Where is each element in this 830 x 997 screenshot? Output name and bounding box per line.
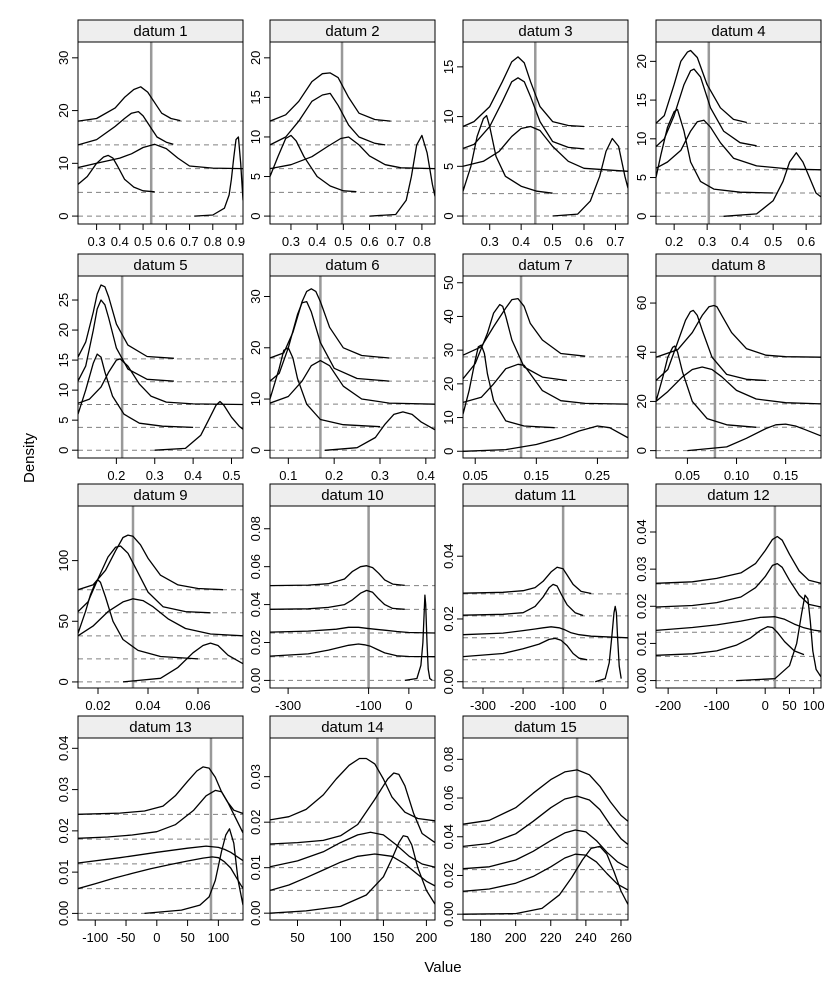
x-tick-label: 0.04 <box>135 698 161 713</box>
x-tick-label: 260 <box>610 930 632 945</box>
panel-title: datum 4 <box>711 23 766 40</box>
density-curve <box>78 144 243 168</box>
density-curve <box>463 345 555 428</box>
density-curve <box>270 773 435 844</box>
density-curve <box>656 310 766 380</box>
x-tick-label: 0.2 <box>107 468 126 483</box>
density-curve <box>123 643 243 682</box>
density-curve <box>724 153 821 217</box>
x-tick-label: -300 <box>275 698 302 713</box>
y-tick-label: 10 <box>441 109 456 124</box>
density-curve <box>78 354 193 427</box>
panel-border <box>78 738 243 920</box>
density-curve <box>270 566 405 586</box>
panel-title: datum 11 <box>514 487 577 504</box>
density-curve <box>656 564 821 607</box>
plot-area <box>656 276 821 458</box>
density-curve <box>656 306 821 358</box>
density-curve <box>463 57 584 127</box>
plot-area <box>270 506 435 688</box>
x-tick-label: 0.3 <box>370 468 390 483</box>
density-curve <box>270 137 435 169</box>
density-curve <box>463 584 583 615</box>
x-tick-label: 0.4 <box>110 234 129 249</box>
x-tick-label: -200 <box>510 698 537 713</box>
x-tick-label: 0.05 <box>674 468 701 483</box>
panel-title: datum 15 <box>514 719 577 736</box>
density-curve <box>463 364 628 404</box>
y-tick-label: 20 <box>56 322 71 338</box>
y-tick-label: 20 <box>441 376 456 392</box>
y-tick-label: 30 <box>248 289 263 304</box>
density-curve <box>656 537 821 584</box>
panel <box>56 254 243 483</box>
y-tick-label: 40 <box>634 345 649 360</box>
y-tick-label: 0.00 <box>441 901 456 927</box>
panel <box>248 484 435 713</box>
density-curve <box>463 770 628 824</box>
x-tick-label: 0.15 <box>523 468 549 483</box>
panel <box>248 254 435 483</box>
density-curve <box>463 796 628 846</box>
y-tick-label: 15 <box>634 92 649 108</box>
panel-border <box>78 276 243 458</box>
x-tick-label: 200 <box>504 930 527 945</box>
y-tick-label: 20 <box>248 50 263 66</box>
x-tick-label: 50 <box>180 930 195 945</box>
y-tick-label: 5 <box>634 173 649 182</box>
x-tick-label: 180 <box>469 930 492 945</box>
y-tick-label: 0.06 <box>441 785 456 811</box>
y-tick-label: 15 <box>56 352 71 368</box>
panel-title: datum 6 <box>325 257 380 274</box>
panel-title: datum 3 <box>518 23 573 40</box>
y-tick-label: 0.04 <box>634 519 649 545</box>
y-tick-label: 0.02 <box>441 862 456 889</box>
y-tick-label: 60 <box>634 295 649 311</box>
x-tick-label: -50 <box>116 930 136 945</box>
density-curve <box>595 606 621 681</box>
density-curve <box>553 139 628 217</box>
x-tick-label: 0.3 <box>698 234 717 249</box>
y-tick-label: 50 <box>441 275 456 290</box>
plot-area <box>463 42 628 224</box>
density-curve <box>687 424 821 451</box>
x-tick-label: 0.4 <box>512 234 531 249</box>
density-curve <box>463 305 567 381</box>
panel-title: datum 2 <box>325 23 380 40</box>
panel-title: datum 7 <box>518 257 573 274</box>
density-curve <box>270 627 435 633</box>
x-tick-label: 0.6 <box>797 234 816 249</box>
x-tick-label: 0.7 <box>386 234 405 249</box>
x-tick-label: 0.6 <box>157 234 176 249</box>
density-curve <box>270 759 435 821</box>
panel-title: datum 14 <box>321 719 384 736</box>
panel-title: datum 8 <box>711 257 766 274</box>
x-tick-label: 0.5 <box>134 234 153 249</box>
density-curve <box>194 137 243 216</box>
density-curve <box>78 580 198 659</box>
panel <box>56 20 245 249</box>
x-tick-label: 200 <box>415 930 438 945</box>
panel <box>441 20 628 249</box>
x-tick-label: 0.10 <box>723 468 750 483</box>
panel-border <box>463 738 628 920</box>
x-tick-label: 0.15 <box>772 468 799 483</box>
panel-border <box>270 738 435 920</box>
density-curve <box>463 116 553 194</box>
density-curve <box>270 644 435 657</box>
panel-border <box>78 506 243 688</box>
x-tick-label: 0.8 <box>203 234 222 249</box>
y-tick-label: 20 <box>634 54 649 69</box>
y-tick-label: 0.00 <box>56 900 71 927</box>
panel-border <box>270 42 435 224</box>
y-tick-label: 0 <box>248 446 263 454</box>
x-tick-label: 220 <box>539 930 562 945</box>
y-axis-label: Density <box>21 432 38 484</box>
density-curve <box>325 412 435 450</box>
panel-title: datum 5 <box>133 257 188 274</box>
x-tick-label: 0.5 <box>764 234 783 249</box>
y-tick-label: 5 <box>248 172 263 181</box>
plot-area <box>270 738 435 920</box>
y-tick-label: 20 <box>56 103 71 118</box>
x-tick-label: 0.5 <box>334 234 353 249</box>
x-tick-label: -300 <box>470 698 497 713</box>
y-tick-label: 0.02 <box>248 629 263 656</box>
density-curve <box>78 285 174 358</box>
density-curve <box>370 135 436 216</box>
y-tick-label: 0.02 <box>56 818 71 844</box>
panel <box>634 20 821 249</box>
x-tick-label: 50 <box>782 698 797 713</box>
panel <box>441 254 628 483</box>
y-tick-label: 5 <box>441 162 456 170</box>
y-tick-label: 0.00 <box>634 667 649 694</box>
panel-border <box>78 42 243 224</box>
x-tick-label: -100 <box>703 698 730 713</box>
y-tick-label: 40 <box>441 309 456 324</box>
x-tick-label: 0.2 <box>325 468 344 483</box>
y-tick-label: 0 <box>248 212 263 220</box>
plot-area <box>656 42 821 224</box>
density-curve <box>463 854 628 891</box>
y-tick-label: 0.01 <box>56 859 71 885</box>
y-tick-label: 50 <box>56 614 71 629</box>
plot-area <box>463 506 628 688</box>
x-tick-label: 0.4 <box>731 234 750 249</box>
density-curve <box>463 638 587 659</box>
y-tick-label: 0.02 <box>634 593 649 619</box>
density-curve <box>78 155 155 191</box>
y-tick-label: 10 <box>441 410 456 425</box>
x-tick-label: 0.3 <box>281 234 300 249</box>
y-tick-label: 0.04 <box>248 591 263 618</box>
plot-area <box>270 276 435 458</box>
x-tick-label: 0.9 <box>226 234 246 249</box>
y-tick-label: 0.04 <box>441 543 456 569</box>
y-tick-label: 0 <box>56 446 71 454</box>
plot-area <box>463 276 628 458</box>
y-tick-label: 15 <box>441 59 456 75</box>
density-curve <box>270 836 435 913</box>
x-tick-label: 0.02 <box>85 698 111 713</box>
y-tick-label: 0 <box>56 678 71 686</box>
panel <box>634 254 821 483</box>
x-tick-label: 0.7 <box>606 234 625 249</box>
density-curve <box>270 348 380 427</box>
density-curve <box>270 302 389 382</box>
x-tick-label: 0.1 <box>279 468 298 483</box>
y-tick-label: 0 <box>441 447 456 455</box>
density-curve <box>656 627 804 656</box>
plot-area <box>78 506 243 688</box>
x-tick-label: 0.06 <box>185 698 211 713</box>
density-curve <box>463 78 584 149</box>
density-curve <box>656 120 821 170</box>
x-tick-label: 0.3 <box>145 468 164 483</box>
y-tick-label: 10 <box>248 391 263 407</box>
panel-title: datum 1 <box>133 23 188 40</box>
x-tick-label: 0.6 <box>574 234 594 249</box>
density-curve <box>656 617 821 632</box>
plot-area <box>78 738 243 920</box>
x-tick-label: 0.25 <box>584 468 611 483</box>
plot-area <box>463 738 628 920</box>
x-tick-label: 0.5 <box>543 234 562 249</box>
y-tick-label: 0.03 <box>634 556 649 582</box>
density-curve <box>463 567 591 593</box>
y-tick-label: 10 <box>248 129 263 145</box>
x-tick-label: 50 <box>290 930 305 945</box>
panel-grid <box>56 20 825 945</box>
y-tick-label: 0.03 <box>248 764 263 790</box>
x-tick-label: 0.6 <box>360 234 379 249</box>
panel <box>441 716 632 945</box>
panel <box>248 716 437 945</box>
panel-border <box>656 42 821 224</box>
panel <box>56 484 243 713</box>
y-tick-label: 0.00 <box>441 669 456 695</box>
y-tick-label: 0 <box>634 447 649 455</box>
x-tick-label: 0 <box>405 698 413 713</box>
panel-title: datum 13 <box>129 719 192 736</box>
density-curve <box>270 832 435 867</box>
x-tick-label: 0.5 <box>222 468 241 483</box>
y-tick-label: 0.03 <box>56 776 71 803</box>
y-tick-label: 0.04 <box>56 735 71 761</box>
y-tick-label: 30 <box>56 50 71 66</box>
y-tick-label: 0.02 <box>248 809 263 835</box>
density-curve <box>78 112 173 145</box>
plot-area <box>656 506 821 688</box>
y-tick-label: 0.06 <box>248 554 263 580</box>
density-curve <box>78 846 243 863</box>
x-tick-label: 150 <box>372 930 395 945</box>
x-tick-label: -100 <box>82 930 109 945</box>
panel-border <box>463 276 628 458</box>
panel <box>634 484 825 713</box>
x-tick-label: 0.7 <box>180 234 199 249</box>
x-tick-label: -100 <box>355 698 382 713</box>
density-curve <box>270 854 435 890</box>
panel <box>248 20 435 249</box>
density-curve <box>463 426 628 451</box>
y-tick-label: 0.00 <box>248 667 263 694</box>
y-tick-label: 0.01 <box>634 630 649 657</box>
x-tick-label: 100 <box>802 698 825 713</box>
y-tick-label: 100 <box>56 549 71 572</box>
density-curve <box>463 627 628 638</box>
y-tick-label: 10 <box>56 156 71 171</box>
y-tick-label: 10 <box>56 382 71 398</box>
panel-title: datum 10 <box>321 487 384 504</box>
density-curve <box>656 346 756 427</box>
y-tick-label: 20 <box>634 394 649 409</box>
x-tick-label: 0 <box>599 698 607 713</box>
x-axis-label: Value <box>424 959 462 976</box>
density-curve <box>656 109 773 193</box>
panel-border <box>270 506 435 688</box>
y-tick-label: 0.00 <box>248 900 263 926</box>
x-tick-label: 0 <box>153 930 161 945</box>
x-tick-label: -200 <box>655 698 682 713</box>
panel-title: datum 12 <box>707 487 770 504</box>
x-tick-label: 100 <box>329 930 352 945</box>
y-tick-label: 0.01 <box>248 855 263 881</box>
y-tick-label: 0.08 <box>441 746 456 772</box>
y-tick-label: 10 <box>634 131 649 147</box>
y-tick-label: 15 <box>248 90 263 105</box>
x-tick-label: 0.05 <box>462 468 488 483</box>
x-tick-label: 0.3 <box>480 234 499 249</box>
y-tick-label: 30 <box>441 342 456 358</box>
x-tick-label: 0.4 <box>416 468 435 483</box>
x-tick-label: 0.4 <box>184 468 203 483</box>
y-tick-label: 0.02 <box>441 606 456 632</box>
y-tick-label: 20 <box>248 340 263 356</box>
y-tick-label: 0 <box>634 212 649 220</box>
panel <box>56 716 243 945</box>
x-tick-label: 0 <box>761 698 769 713</box>
panel-title: datum 9 <box>133 487 188 504</box>
density-curve <box>656 51 747 124</box>
panel <box>441 484 628 713</box>
density-curve <box>405 595 432 680</box>
density-curve <box>145 829 244 914</box>
x-tick-label: 100 <box>207 930 230 945</box>
density-curve <box>78 87 180 121</box>
panel-border <box>463 506 628 688</box>
density-curve <box>78 857 243 889</box>
y-tick-label: 5 <box>56 416 71 424</box>
y-tick-label: 25 <box>56 292 71 308</box>
panel-border <box>463 42 628 224</box>
x-tick-label: 0.8 <box>412 234 431 249</box>
x-tick-label: -100 <box>550 698 577 713</box>
x-tick-label: 0.3 <box>87 234 106 249</box>
y-tick-label: 0 <box>441 212 456 220</box>
plot-area <box>270 42 435 224</box>
density-curve <box>270 73 391 121</box>
density-curve <box>463 846 628 914</box>
density-curve <box>270 590 405 609</box>
x-tick-label: 0.2 <box>665 234 684 249</box>
x-tick-label: 240 <box>575 930 597 945</box>
x-tick-label: 0.4 <box>308 234 327 249</box>
y-tick-label: 0.08 <box>248 516 263 542</box>
y-tick-label: 0 <box>56 212 71 220</box>
density-curve <box>270 135 356 191</box>
y-tick-label: 0.04 <box>441 824 456 850</box>
density-curve <box>656 367 821 404</box>
plot-area <box>78 276 243 458</box>
plot-area <box>78 42 243 224</box>
